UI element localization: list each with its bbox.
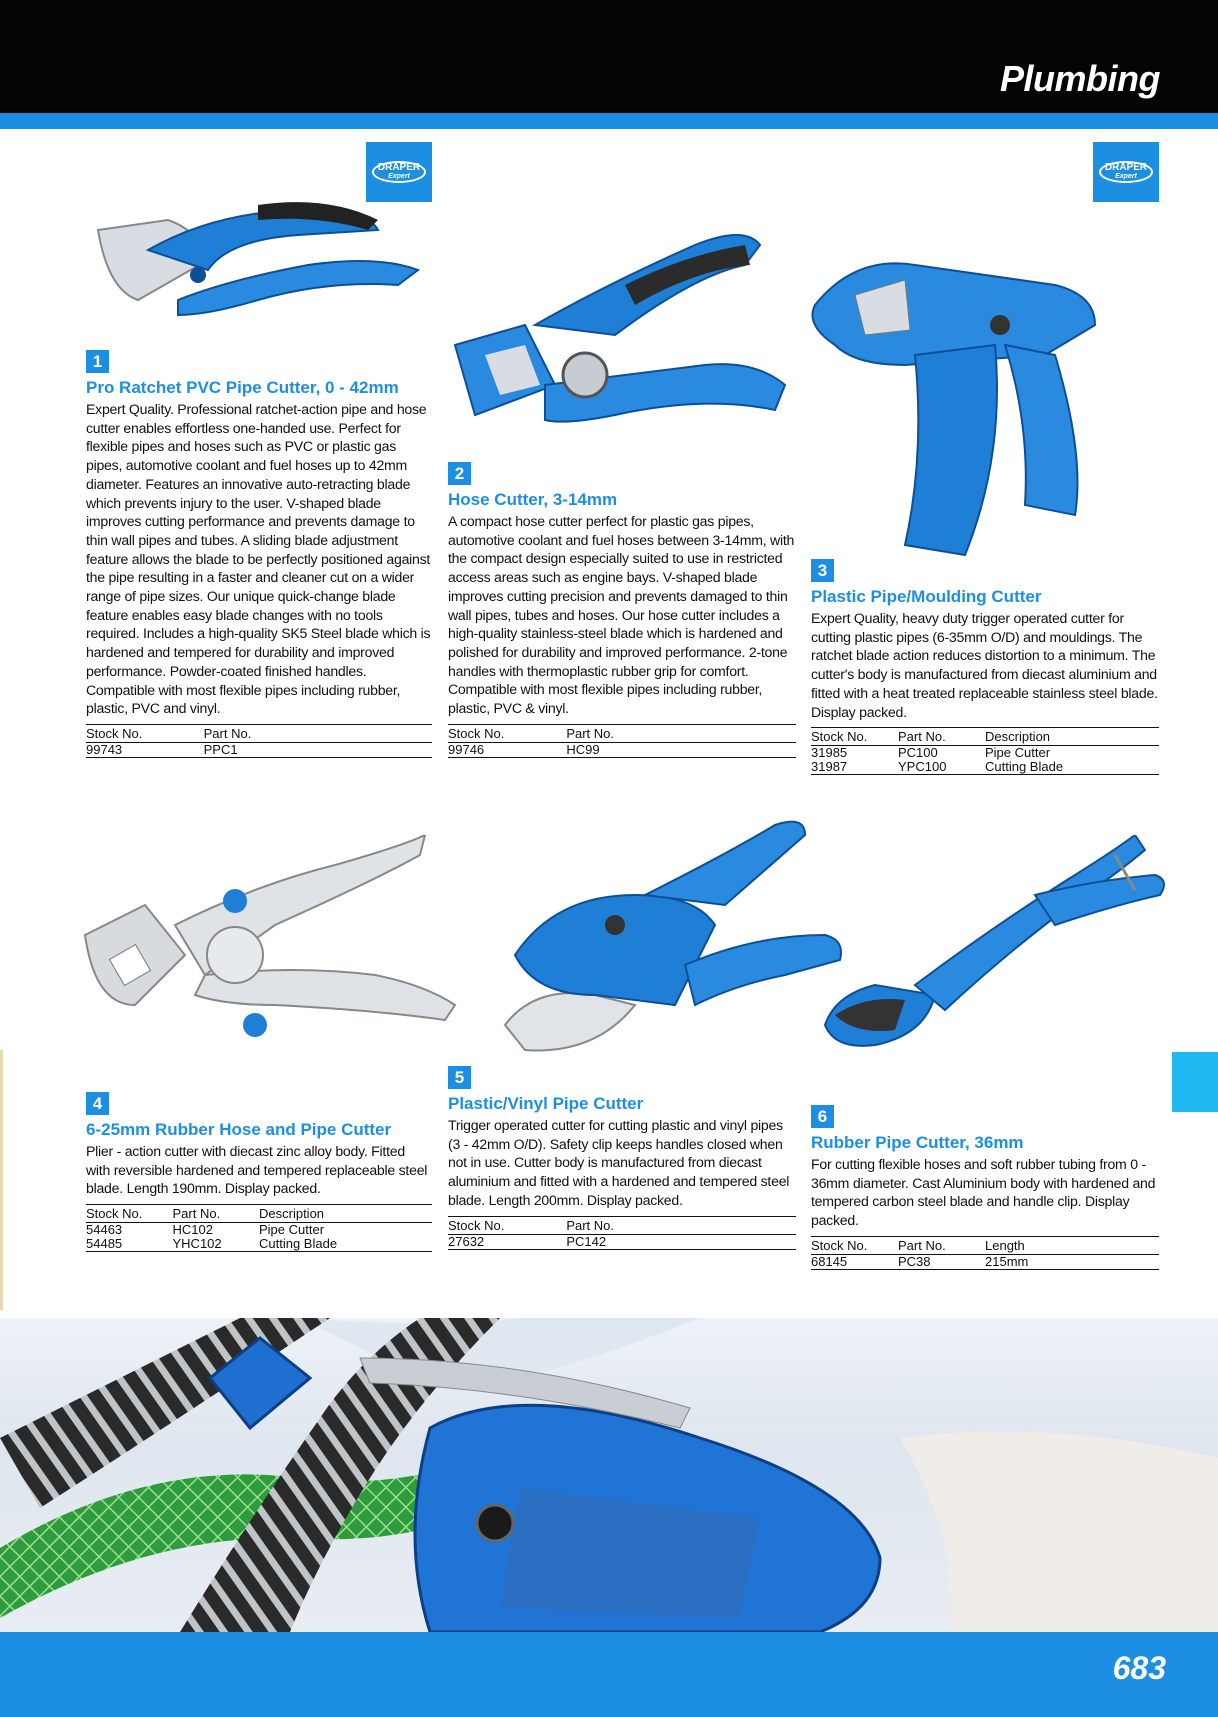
product-6 — [811, 1105, 1159, 1270]
table-cell: 31985 — [811, 745, 848, 761]
lifestyle-photo — [0, 1318, 1218, 1632]
table-row — [448, 742, 796, 757]
section-thumb-tab — [1172, 1052, 1218, 1112]
photo-illustration — [0, 1318, 1218, 1632]
table-cell: PC100 — [898, 745, 938, 761]
table-row — [86, 742, 432, 757]
table-header: Part No. — [898, 1236, 985, 1254]
table-cell: 68145 — [811, 1254, 898, 1269]
product-table — [448, 724, 796, 758]
product-image-rubber-hose-cutter — [75, 835, 465, 1075]
table-cell: Pipe Cutter — [259, 1222, 325, 1238]
product-image-vinyl-pipe-cutter — [495, 815, 855, 1060]
product-1 — [86, 350, 432, 758]
product-description: Expert Quality, heavy duty trigger operated cutter for cutting plastic pipes (6-35mm O/D) and mouldings. The ratchet blade action reduces distortion to a minimum. The cutter's body is manufactured from diecast aluminium and fitted with a heat treated replaceable stainless steel blade. Display packed. — [811, 610, 1158, 720]
product-title: 6-25mm Rubber Hose and Pipe Cutter — [86, 1120, 392, 1139]
draper-expert-logo: DRAPER Expert — [366, 142, 432, 202]
table-cell: PC38 — [898, 1254, 985, 1269]
page-header — [0, 0, 1218, 113]
product-5 — [448, 1066, 796, 1250]
table-header: Description — [259, 1205, 432, 1223]
draper-expert-logo: DRAPER Expert — [1093, 142, 1159, 202]
table-cell: 99746 — [448, 742, 566, 757]
product-number-badge: 3 — [811, 559, 834, 582]
table-header: Stock No. — [448, 1216, 566, 1234]
product-title: Hose Cutter, 3-14mm — [448, 490, 618, 509]
table-header: Stock No. — [86, 1205, 173, 1223]
table-header: Part No. — [566, 1216, 796, 1234]
product-image-ratchet-pvc-cutter — [78, 190, 438, 350]
table-cell: HC102 — [172, 1222, 213, 1238]
table-cell: Pipe Cutter — [985, 745, 1051, 761]
product-title: Pro Ratchet PVC Pipe Cutter, 0 - 42mm — [86, 378, 399, 397]
table-row — [448, 1234, 796, 1249]
table-cell: YHC102 — [173, 1237, 260, 1252]
section-title: Plumbing — [1000, 58, 1160, 99]
product-description: Trigger operated cutter for cutting plastic and vinyl pipes (3 - 42mm O/D). Safety clip keeps handles closed when not in use. Cutter body is manufactured from diecast aluminium and fitted with a hardened and tempered steel blade. Length 200mm. Display packed. — [448, 1117, 790, 1208]
product-image-moulding-cutter — [795, 255, 1130, 565]
table-header: Stock No. — [86, 724, 204, 742]
table-header: Stock No. — [448, 724, 566, 742]
page-edge-mark — [0, 1050, 3, 1310]
table-header: Part No. — [204, 724, 432, 742]
product-table — [86, 724, 432, 758]
table-header: Length — [985, 1236, 1159, 1254]
product-table — [811, 727, 1159, 775]
table-row — [811, 1254, 1159, 1269]
table-header: Stock No. — [811, 1236, 898, 1254]
table-row — [86, 1237, 432, 1252]
table-header: Description — [985, 728, 1159, 746]
product-table — [811, 1236, 1159, 1270]
product-table — [448, 1216, 796, 1250]
table-cell: Cutting Blade — [259, 1237, 432, 1252]
product-title: Plastic/Vinyl Pipe Cutter — [448, 1094, 644, 1113]
table-cell: 215mm — [985, 1254, 1159, 1269]
table-cell: PPC1 — [204, 742, 432, 757]
table-row — [811, 760, 1159, 775]
product-number-badge: 2 — [448, 462, 471, 485]
product-title: Rubber Pipe Cutter, 36mm — [811, 1133, 1024, 1152]
product-4 — [86, 1092, 432, 1252]
product-description: Plier - action cutter with diecast zinc alloy body. Fitted with reversible hardened and tempered replaceable steel blade. Length 190mm. Display packed. — [86, 1143, 428, 1197]
table-row — [811, 746, 1159, 761]
table-cell: HC99 — [566, 742, 796, 757]
product-title: Plastic Pipe/Moulding Cutter — [811, 587, 1042, 606]
page-number: 683 — [1112, 1650, 1166, 1686]
table-header: Part No. — [898, 728, 985, 746]
product-3 — [811, 559, 1159, 775]
table-cell: 54485 — [86, 1237, 173, 1252]
table-cell: 27632 — [448, 1234, 566, 1249]
product-2 — [448, 462, 796, 758]
table-cell: 99743 — [86, 742, 204, 757]
table-header: Stock No. — [811, 728, 898, 746]
product-number-badge: 6 — [811, 1105, 834, 1128]
table-cell: 31987 — [811, 760, 898, 775]
table-cell: PC142 — [566, 1234, 796, 1249]
product-image-rubber-pipe-cutter — [815, 835, 1175, 1075]
page-footer — [0, 1632, 1218, 1717]
product-number-badge: 4 — [86, 1092, 109, 1115]
table-row — [86, 1223, 432, 1238]
table-cell: YPC100 — [898, 760, 985, 775]
product-table — [86, 1204, 432, 1252]
header-stripe — [0, 113, 1218, 129]
product-image-hose-cutter — [445, 225, 790, 450]
table-header: Part No. — [173, 1205, 260, 1223]
table-cell: 54463 — [86, 1222, 123, 1238]
product-description: For cutting flexible hoses and soft rubber tubing from 0 - 36mm diameter. Cast Aluminium body with hardened and tempered carbon steel blade and handle clip. Display packed. — [811, 1156, 1156, 1229]
product-description: Expert Quality. Professional ratchet-action pipe and hose cutter enables effortless one-handed use. Perfect for flexible pipes and hoses such as PVC or plastic gas pipes, automotive coolant and fuel hoses up to 42mm diameter. Features an innovative auto-retracting blade which prevents injury to the user. V-shaped blade improves cutting performance and prevents damage to thin wall pipes and tubes. A sliding blade adjustment feature allows the blade to be perfectly positioned against the pipe resulting in a faster and cleaner cut on a wider range of pipe sizes. Our unique quick-change blade feature enables easy blade changes with no tools required. Includes a high-quality SK5 Steel blade which is hardened and tempered for durability and improved performance. Powder-coated finished handles. Compatible with most flexible pipes including rubber, plastic, PVC and vinyl. — [86, 401, 431, 717]
table-header: Part No. — [566, 724, 796, 742]
product-number-badge: 5 — [448, 1066, 471, 1089]
product-number-badge: 1 — [86, 350, 109, 373]
table-cell: Cutting Blade — [985, 760, 1159, 775]
product-description: A compact hose cutter perfect for plastic gas pipes, automotive coolant and fuel hoses between 3-14mm, with the compact design especially suited to use in restricted access areas such as engine bays. V-shaped blade improves cutting precision and prevents damaged to thin wall pipes, tubes and hoses. Our hose cutter includes a high-quality stainless-steel blade which is hardened and polished for durability and improved performance. 2-tone handles with thermoplastic rubber grip for comfort. Compatible with most flexible pipes including rubber, plastic, PVC & vinyl. — [448, 513, 795, 717]
